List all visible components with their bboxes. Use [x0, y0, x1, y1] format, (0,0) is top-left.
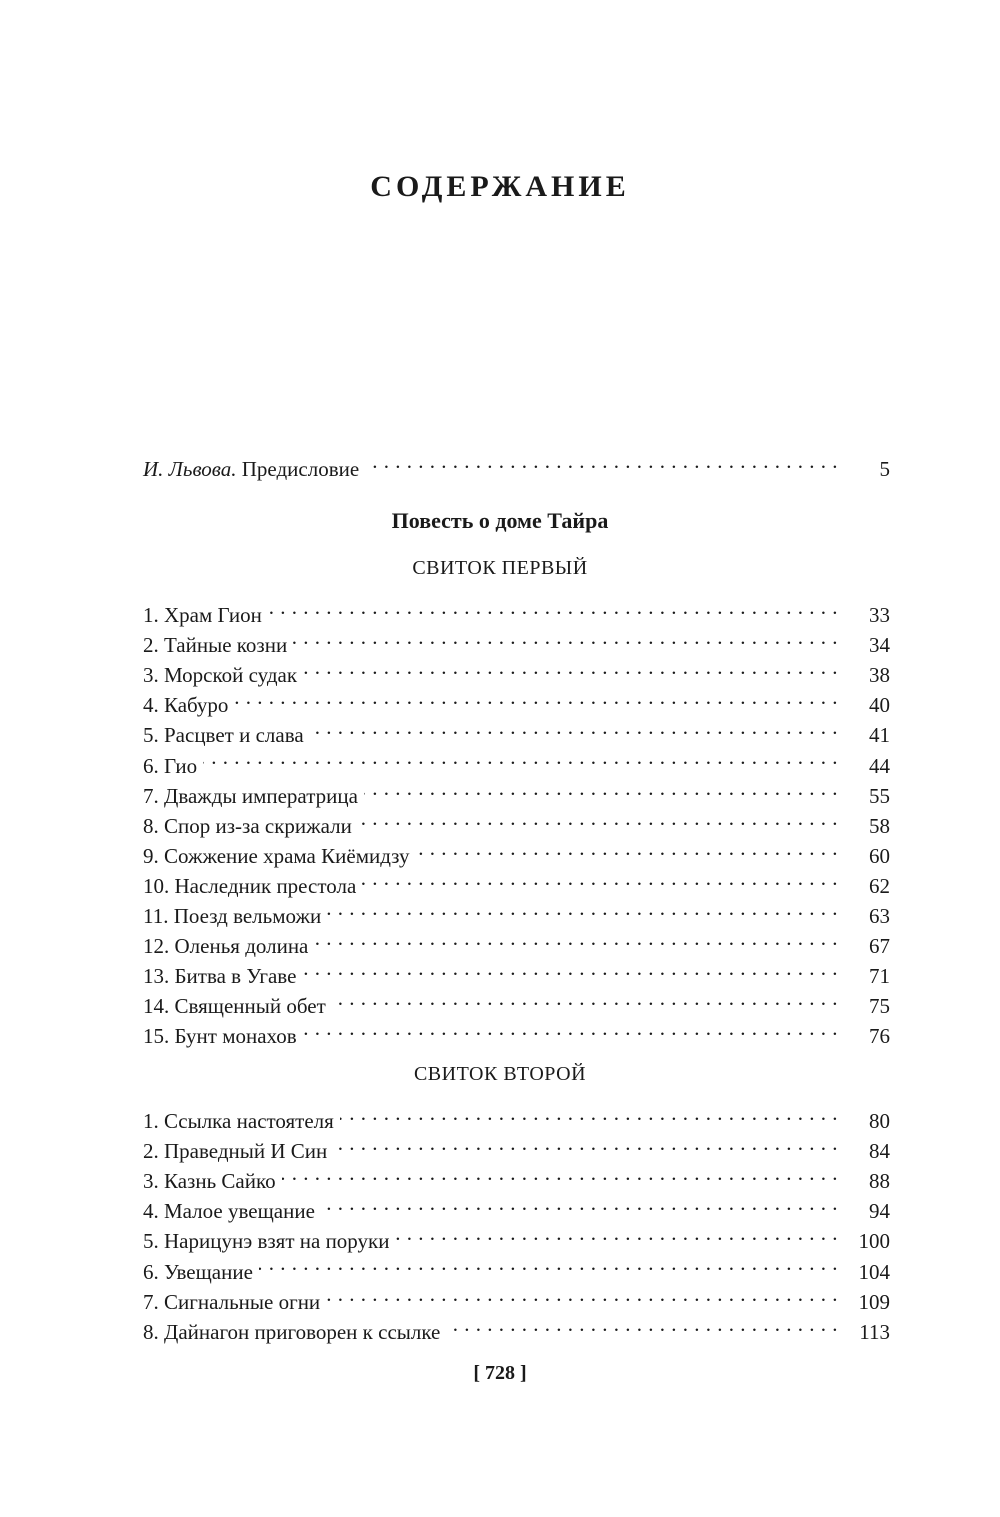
toc-label: 1. Храм Гион	[143, 603, 262, 628]
toc-label: 8. Дайнагон приговорен к ссылке	[143, 1319, 441, 1344]
toc-label: 6. Увещание	[143, 1259, 253, 1284]
toc-label: 12. Оленья долина	[143, 934, 309, 959]
leader-dots	[314, 923, 838, 953]
toc-page-number: 109	[858, 1289, 890, 1314]
toc-label: 7. Сигнальные огни	[143, 1289, 321, 1314]
toc-page-number: 40	[869, 693, 890, 718]
toc-page-number: 76	[869, 1024, 890, 1049]
leader-dots	[365, 446, 838, 476]
leader-dots	[282, 1158, 838, 1188]
toc-row	[143, 773, 890, 808]
toc-label: 13. Битва в Угаве	[143, 964, 297, 989]
toc-label: 8. Спор из-за скрижали	[143, 813, 352, 838]
toc-label: 4. Малое увещание	[143, 1199, 315, 1224]
toc-page-number: 38	[869, 663, 890, 688]
leader-dots	[268, 592, 838, 622]
toc-page-number: 94	[869, 1199, 890, 1224]
toc-page-number: 60	[869, 843, 890, 868]
leader-dots	[358, 803, 838, 833]
toc-page-number: 88	[869, 1169, 890, 1194]
leader-dots	[340, 1098, 838, 1128]
leader-dots	[259, 1248, 838, 1278]
preface-entry	[143, 446, 890, 482]
scroll-1-list	[143, 592, 890, 1049]
scroll-2-list	[143, 1098, 890, 1344]
leader-dots	[234, 682, 838, 712]
toc-label	[143, 454, 359, 484]
toc-page-number: 113	[859, 1319, 890, 1344]
leader-dots	[203, 742, 838, 772]
toc-page-number: 71	[869, 964, 890, 989]
toc-label: 10. Наследник престола	[143, 873, 357, 898]
preface-author: И. Львова.	[143, 457, 237, 482]
leader-dots	[321, 1188, 838, 1218]
toc-row	[143, 712, 890, 748]
toc-row	[143, 446, 890, 482]
toc-row	[143, 682, 890, 718]
leader-dots	[327, 893, 838, 923]
part-title: Повесть о доме Тайра	[391, 508, 609, 533]
toc-label: 3. Казнь Сайко	[143, 1169, 276, 1194]
toc-page-number: 84	[869, 1139, 890, 1164]
toc-page-number: 44	[869, 753, 890, 778]
toc-page-number: 100	[858, 1229, 890, 1254]
leader-dots	[332, 983, 838, 1013]
leader-dots	[326, 1279, 838, 1309]
page-number: [ 728 ]	[473, 1362, 527, 1384]
toc-page-number: 41	[869, 723, 890, 748]
toc-page-number: 58	[869, 813, 890, 838]
toc-row	[143, 1098, 890, 1134]
toc-label: 2. Праведный И Син	[143, 1139, 328, 1164]
leader-dots	[362, 863, 838, 893]
leader-dots	[293, 622, 838, 652]
toc-page-number: 55	[869, 783, 890, 808]
leader-dots	[310, 712, 838, 742]
toc-label: 1. Ссылка настоятеля	[143, 1109, 334, 1134]
toc-label: 4. Кабуро	[143, 693, 229, 718]
toc-row	[143, 1279, 890, 1314]
toc-label: 5. Расцвет и слава	[143, 723, 304, 748]
toc-label: 9. Сожжение храма Киёмидзу	[143, 843, 410, 868]
leader-dots	[395, 1218, 838, 1248]
toc-label: 5. Нарицунэ взят на поруки	[143, 1229, 390, 1254]
toc-label: 2. Тайные козни	[143, 633, 288, 658]
page-title: СОДЕРЖАНИЕ	[370, 170, 630, 203]
toc-page-number: 62	[869, 873, 890, 898]
toc-page-number: 5	[879, 457, 890, 482]
leader-dots	[364, 773, 838, 803]
toc-label: 14. Священный обет	[143, 994, 326, 1019]
toc-row	[143, 742, 890, 778]
toc-label: 3. Морской судак	[143, 663, 298, 688]
leader-dots	[302, 953, 838, 983]
toc-page-number: 67	[869, 934, 890, 959]
leader-dots	[416, 833, 838, 863]
leader-dots	[333, 1128, 838, 1158]
toc-label: 6. Гио	[143, 753, 198, 778]
toc-row	[143, 592, 890, 628]
leader-dots	[303, 1013, 838, 1043]
toc-label: 15. Бунт монахов	[143, 1024, 297, 1049]
toc-page-number: 63	[869, 904, 890, 929]
scroll-1-title: СВИТОК ПЕРВЫЙ	[412, 557, 588, 579]
leader-dots	[446, 1309, 838, 1339]
toc-page-number: 104	[858, 1259, 890, 1284]
toc-page-number: 33	[869, 603, 890, 628]
toc-label: 11. Поезд вельможи	[143, 904, 322, 929]
preface-title: Предисловие	[236, 457, 360, 482]
leader-dots	[303, 652, 838, 682]
toc-label: 7. Дважды императрица	[143, 783, 358, 808]
toc-page-number: 34	[869, 633, 890, 658]
scroll-2-title: СВИТОК ВТОРОЙ	[413, 1063, 587, 1085]
toc-page-number: 75	[869, 994, 890, 1019]
toc-page-number: 80	[869, 1109, 890, 1134]
